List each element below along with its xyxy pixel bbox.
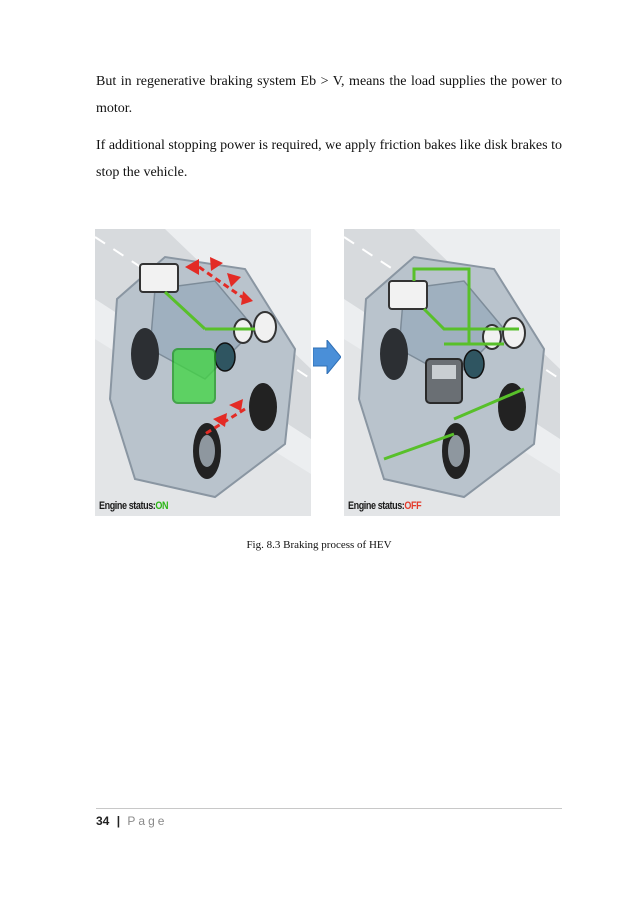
figure-panel-engine-on — [95, 229, 311, 516]
footer-separator: | — [116, 814, 121, 828]
body-paragraph-1: But in regenerative braking system Eb > V, means the load supplies the power to motor. — [96, 74, 562, 116]
hev-braking-illustration-off — [344, 229, 560, 516]
engine-status-off: Engine status:OFF — [348, 500, 422, 512]
footer-divider — [96, 808, 562, 809]
figure-caption: Fig. 8.3 Braking process of HEV — [246, 539, 392, 551]
page-footer — [96, 814, 167, 828]
page-number: 34 — [96, 814, 110, 828]
engine-status-on: Engine status:ON — [99, 500, 169, 512]
hev-braking-illustration-on — [95, 229, 311, 516]
body-paragraph-2: If additional stopping power is required, we apply friction bakes like disk brakes to stop the vehicle. — [96, 138, 562, 180]
arrow-right-icon — [313, 340, 341, 374]
page-label: Page — [127, 814, 168, 828]
figure-panel-engine-off — [344, 229, 560, 516]
